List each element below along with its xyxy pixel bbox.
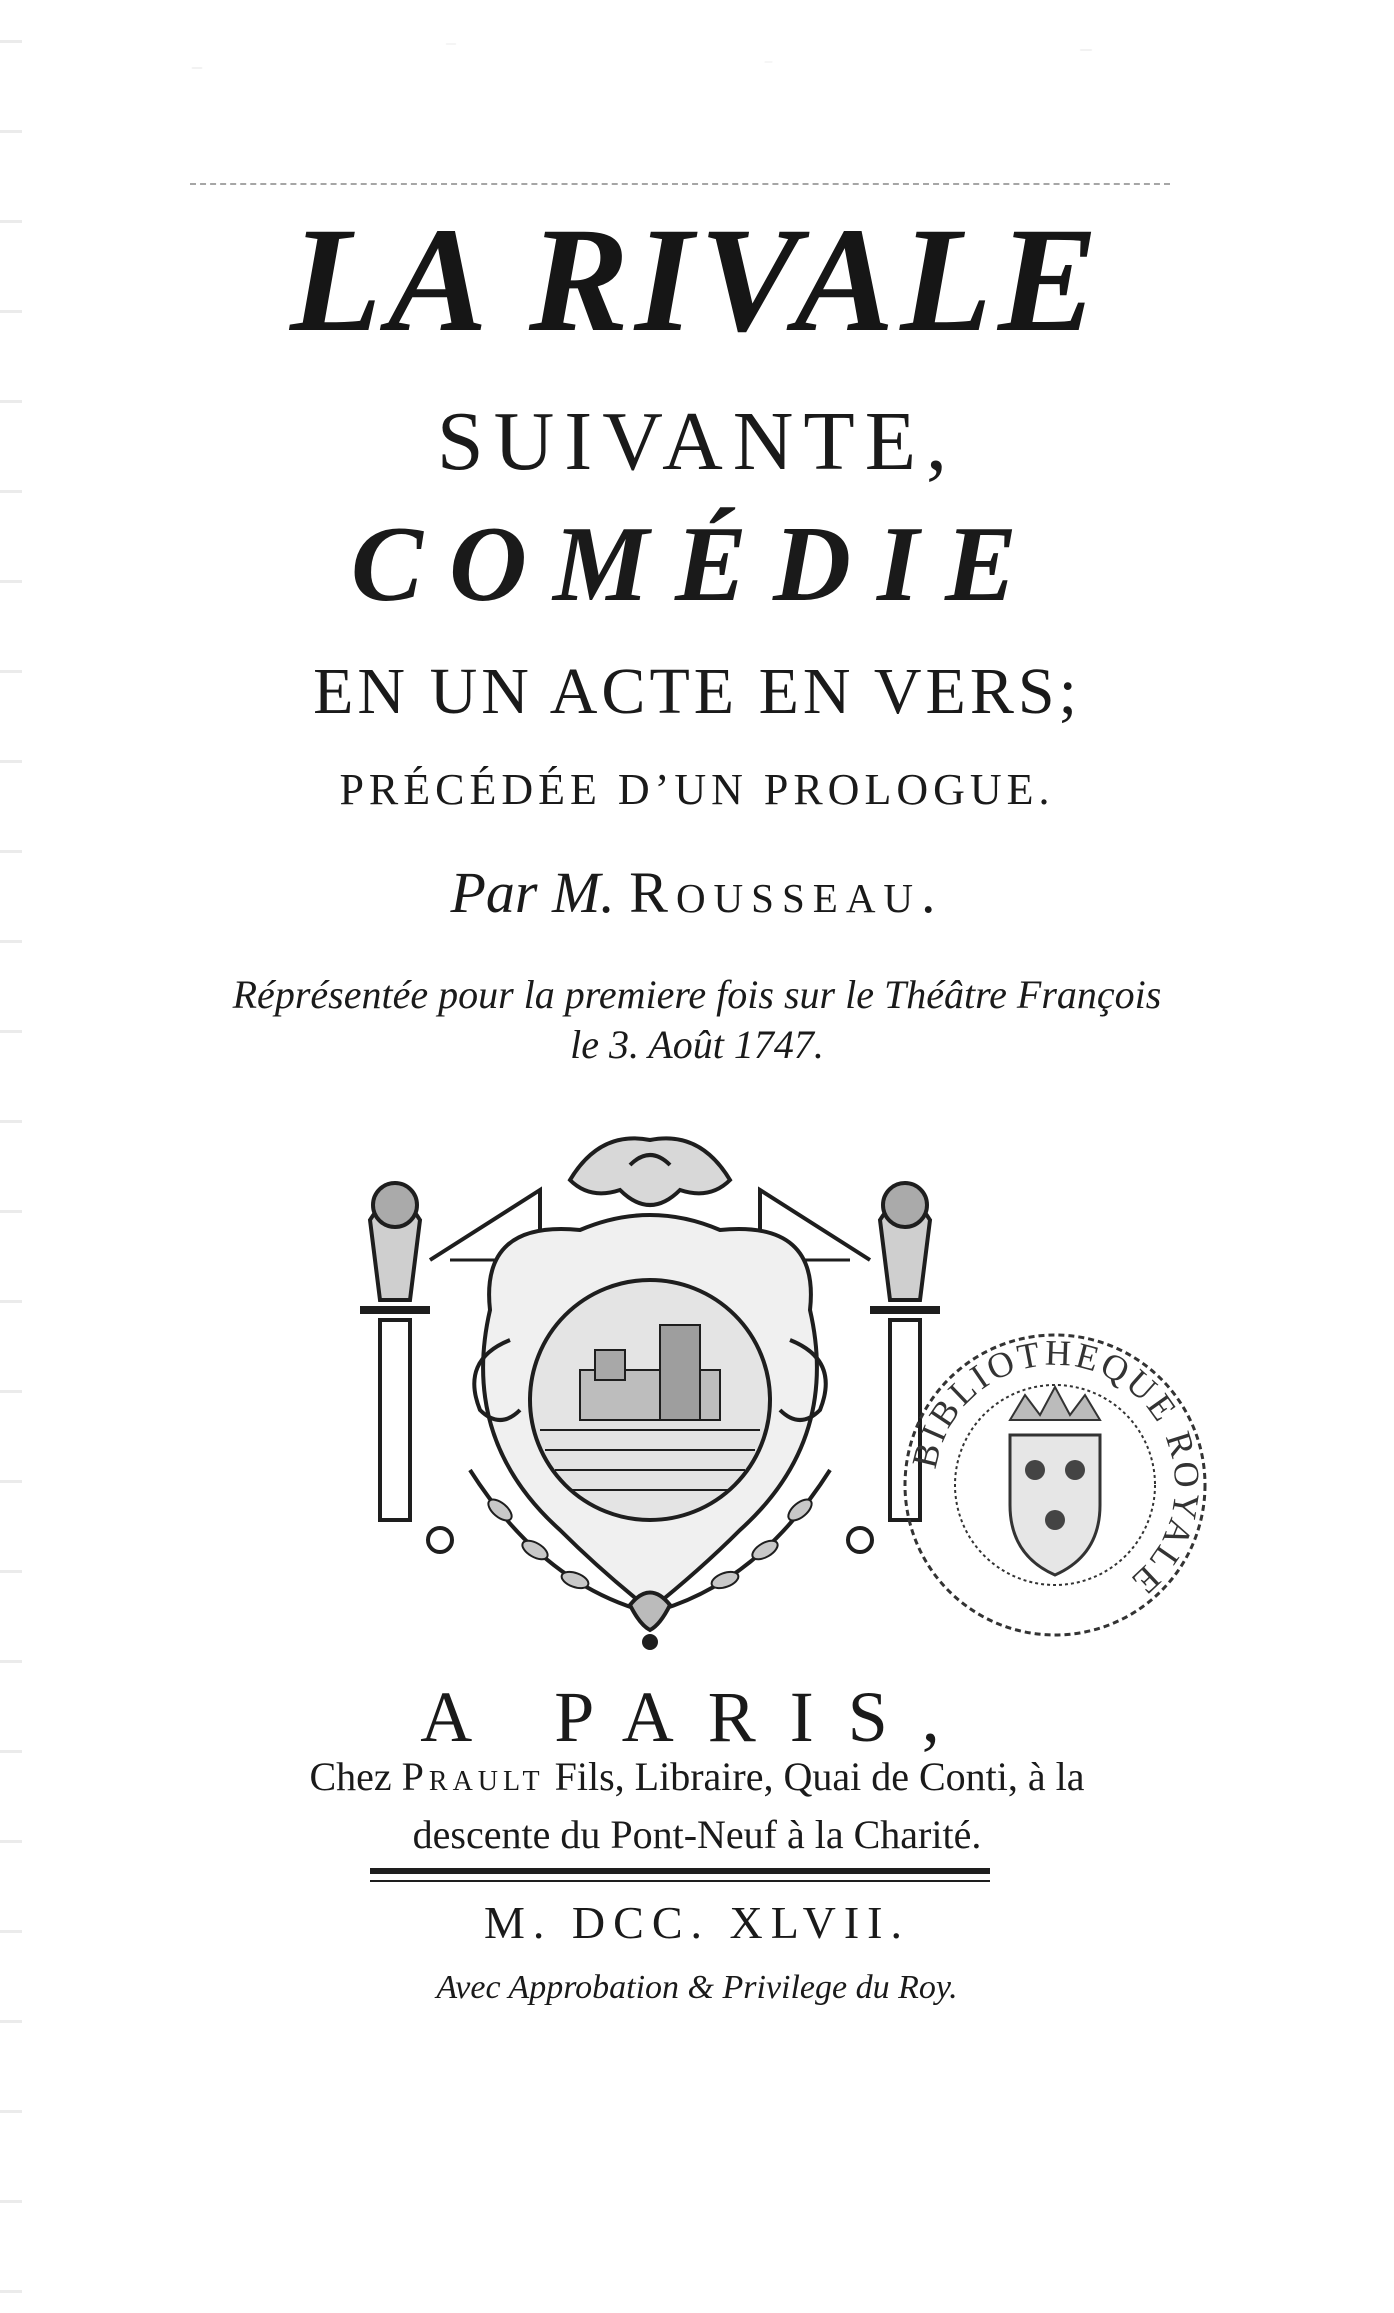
author-line — [0, 858, 1394, 928]
title-line-5: PRÉCÉDÉE D’UN PROLOGUE. — [339, 765, 1055, 814]
double-rule-thick — [370, 1868, 990, 1874]
title-line-4: EN UN ACTE EN VERS; — [313, 655, 1081, 728]
library-stamp-icon — [895, 1325, 1215, 1645]
bleed-through-smudges — [70, 20, 1340, 140]
imprint-address: descente du Pont-Neuf à la Charité. — [412, 1812, 982, 1857]
performance-line-2: le 3. Août 1747. — [570, 1022, 824, 1067]
stamp-text: BIBLIOTHEQUE ROYALE — [904, 1332, 1208, 1605]
performance-line-1: Réprésentée pour la premiere fois sur le Théâtre François — [232, 972, 1162, 1017]
bleed-through-line — [190, 183, 1170, 191]
imprint-publisher-line — [0, 1750, 1394, 1804]
printers-ornament-icon — [340, 1110, 960, 1650]
royal-privilege: Avec Approbation & Privilege du Roy. — [436, 1969, 958, 2006]
author-prefix: Par M. — [450, 860, 615, 925]
publisher-rest: Fils, Libraire, Quai de Conti, à la — [554, 1754, 1085, 1799]
publication-year: M. DCC. XLVII. — [484, 1897, 910, 1948]
publisher-prefix: Chez — [309, 1754, 392, 1799]
imprint-city: A PARIS, — [420, 1677, 974, 1757]
title-line-1: LA RIVALE — [290, 197, 1104, 363]
title-line-3: COMÉDIE — [350, 505, 1044, 624]
publisher-name: Prault — [401, 1754, 545, 1799]
double-rule-thin — [370, 1880, 990, 1882]
author-name: Rousseau. — [629, 860, 944, 925]
title-line-2: SUIVANTE, — [436, 395, 958, 488]
